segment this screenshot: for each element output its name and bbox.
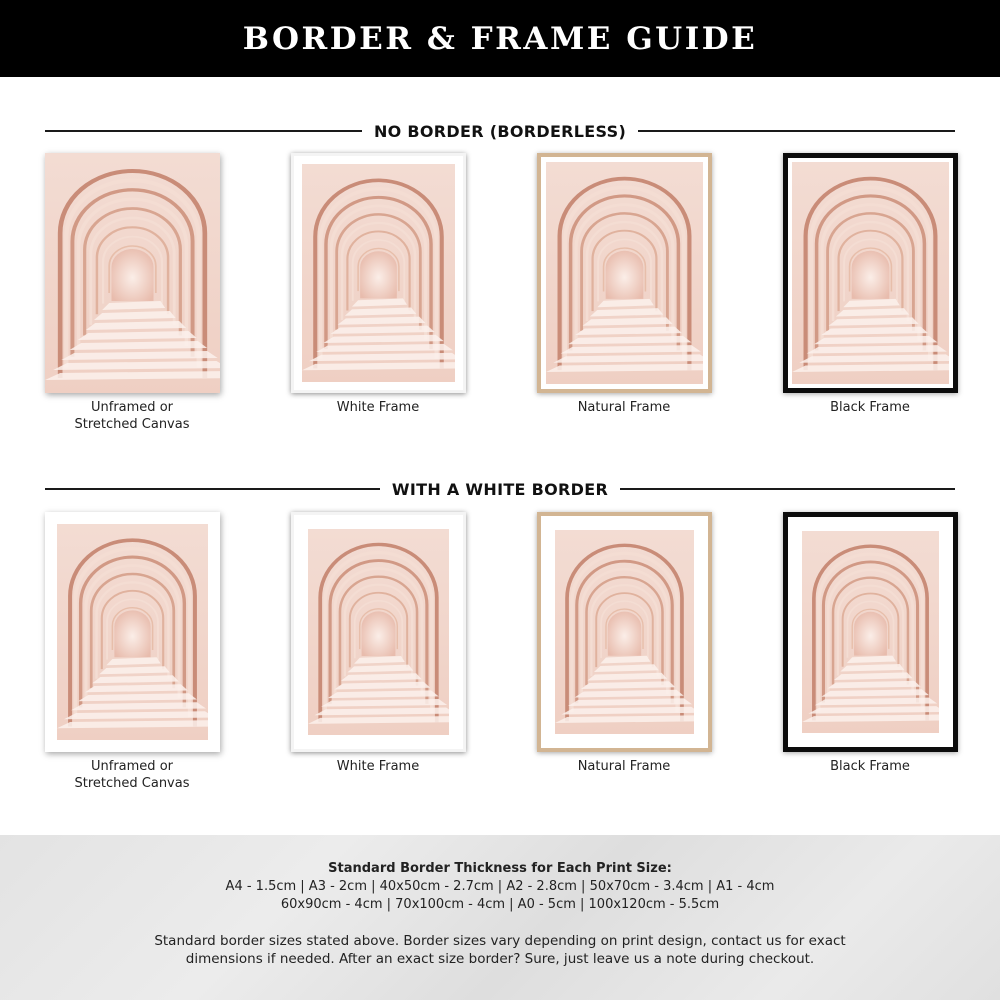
artwork-tile-white [291,153,466,393]
footer-note-line-1: Standard border sizes stated above. Border sizes vary depending on print design, contact us for exact [154,933,846,949]
caption-line-2: Stretched Canvas [74,776,190,791]
arch-corridor-artwork [802,531,939,733]
frame-caption [32,399,232,433]
frame-caption [770,399,970,416]
natural-frame [537,153,712,393]
footer-info-panel [0,835,1000,1000]
header-banner [0,0,1000,77]
footer-heading: Standard Border Thickness for Each Print Size: [328,861,672,876]
artwork-tile-white [291,512,466,752]
artwork-tile-black [783,153,958,393]
border-sizes-line-1: A4 - 1.5cm | A3 - 2cm | 40x50cm - 2.7cm | A2 - 2.8cm | 50x70cm - 3.4cm | A1 - 4cm [225,879,775,894]
caption-line-1: White Frame [336,400,420,415]
section-title: NO BORDER (BORDERLESS) [373,121,627,141]
divider-line [45,130,362,132]
frame-caption [524,758,724,775]
divider-line [45,488,380,490]
divider-line [620,488,955,490]
caption-line-1: Black Frame [830,759,910,774]
footer-note-line-2: dimensions if needed. After an exact size border? Sure, just leave us a note during checkout. [185,951,815,967]
black-frame [783,512,958,752]
white-frame [291,512,466,752]
section-heading-borderless [45,119,955,143]
caption-line-2: Stretched Canvas [74,417,190,432]
arch-corridor-artwork [57,524,208,740]
section-title: WITH A WHITE BORDER [391,479,609,499]
frame-caption [770,758,970,775]
caption-line-1: Natural Frame [577,759,671,774]
caption-line-1: Natural Frame [577,400,671,415]
caption-line-1: Black Frame [830,400,910,415]
artwork-tile-natural [537,512,712,752]
caption-line-1: Unframed or [91,759,173,774]
frame-caption [524,399,724,416]
arch-corridor-artwork [555,530,694,734]
section-heading-white-border [45,477,955,501]
arch-corridor-artwork [45,153,220,393]
natural-frame [537,512,712,752]
artwork-tile-natural [537,153,712,393]
frame-caption [278,758,478,775]
black-frame [783,153,958,393]
artwork-tile-black [783,512,958,752]
arch-corridor-artwork [308,529,449,735]
artwork-tile-unframed [45,153,220,393]
arch-corridor-artwork [546,162,703,384]
unframed-frame [45,153,220,393]
caption-line-1: Unframed or [91,400,173,415]
frame-caption [32,758,232,792]
arch-corridor-artwork [302,164,455,382]
white-frame [291,153,466,393]
arch-corridor-artwork [792,162,949,384]
page-title: BORDER & FRAME GUIDE [242,20,758,57]
caption-line-1: White Frame [336,759,420,774]
divider-line [638,130,955,132]
artwork-tile-unframed [45,512,220,752]
unframed-frame [45,512,220,752]
frame-caption [278,399,478,416]
border-sizes-line-2: 60x90cm - 4cm | 70x100cm - 4cm | A0 - 5cm | 100x120cm - 5.5cm [280,897,720,912]
